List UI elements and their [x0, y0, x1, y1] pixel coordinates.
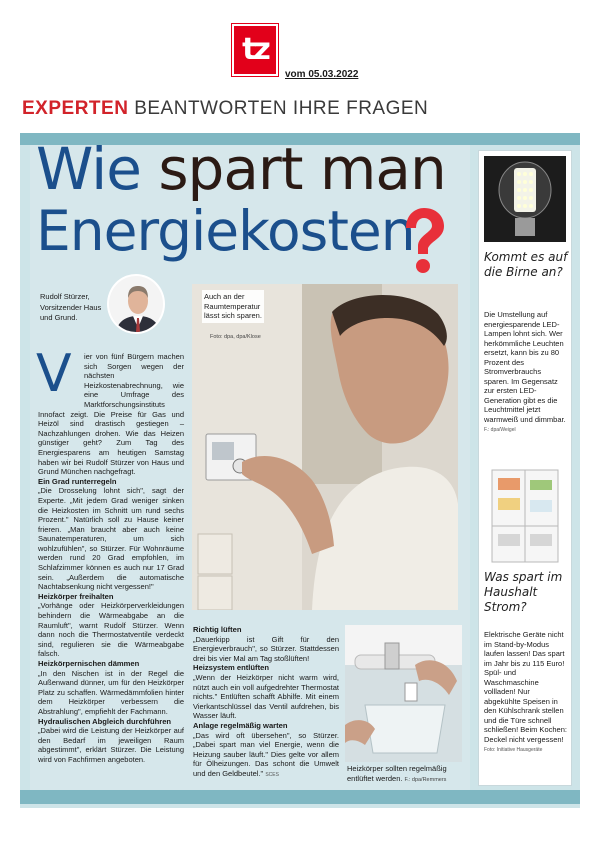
tz-logo	[232, 24, 278, 76]
sidebar-credit-strom: Foto: Initiative Hausgeräte	[484, 747, 543, 753]
radiator-caption: Heizkörper sollten regelmäßig entlüftet werden. F.: dpa/Remmers	[347, 764, 447, 783]
paragraph-lueften: „Dauerkipp ist Gift für den Energieverbrauch", so Stürzer. Stattdessen drei bis vier Mal am Tag stoßlüften!	[193, 634, 339, 663]
sidebar-text-led: Die Umstellung auf energiesparende LED-Lampen lohnt sich. Wer herkömmliche Leuchten ersetzt, kann bis zu 80 Prozent des Stromverbrauchs sparen. Im Gegensatz zur ersten LED-Generation gibt es die Leuchtmittel jetzt warmweiß und dimmbar. F.: dpa/Weigel	[484, 310, 566, 433]
fridge-photo	[484, 466, 566, 564]
paragraph-nischen: „In den Nischen ist in der Regel die Außenwand dünner, um für den Heizkörper Platz zu schaffen. Wärmedämmfolien hinter dem Heizkörper verbessern die Abstrahlung", empfiehlt der Fachmann.	[38, 668, 184, 716]
sidebar-text-strom: Elektrische Geräte nicht im Stand-by-Modus laufen lassen! Das spart im Jahr bis zu 115 Euro! Spül- und Waschmaschine vollladen! Nur abgekühlte Speisen in den Kühlschrank stellen und die Türe schnell schließen! Beim Kochen: Deckel nicht vergessen! Foto: Initiative Hausgeräte	[484, 630, 567, 753]
section-header-red: EXPERTEN	[22, 98, 129, 119]
sidebar-heading-led: Kommt es auf die Birne an?	[484, 250, 568, 279]
author-portrait	[107, 274, 165, 334]
article-title	[36, 135, 446, 263]
subheading-lueften: Richtig lüften	[193, 625, 242, 634]
intro-paragraph: V ier von fünf Bürgern machen sich Sorgen wegen der nächsten Heizkostenabrechnung, wie eine Umfrage des Marktforschungsinstituts Innofact zeigt. Die Preise für Gas und Heizöl sind drastisch gestiegen – Nachzahlungen drohen. Wie das Heizen günstiger geht? Zum Tag des Energiesparens am heutigen Samstag haben wir bei Rudolf Stürzer von Haus und Grund München nachgefragt.	[36, 344, 184, 477]
author-caption: Rudolf Stürzer, Vorsitzender Haus und Grund.	[40, 292, 102, 322]
paragraph-heizkoerper: „Vorhänge oder Heizkörperverkleidungen behindern die Wärmeabgabe an die Raumluft", warnt Rudolf Stürzer. Wenn dann noch die Thermostatventile verdeckt sind, regulieren sie die Wärmeabgabe falsch.	[38, 601, 184, 659]
publication-date: vom 05.03.2022	[285, 69, 359, 80]
main-photo	[192, 284, 458, 610]
subheading-entlueften: Heizsystem entlüften	[193, 663, 269, 673]
sidebar-heading-strom: Was spart im Haushalt Strom?	[484, 570, 563, 614]
led-bulb-photo	[484, 156, 566, 242]
paragraph-warten: „Das wird oft übersehen", so Stürzer. „Dabei spart man viel Energie, wenn die Heizung sauber läuft." Dies gelte vor allem für Ölheizungen. Das schont die Umwelt und den Geldbeutel." SCES	[193, 730, 339, 778]
sidebar-credit-led: F.: dpa/Weigel	[484, 427, 516, 433]
subheading-heizkoerper: Heizkörper freihalten	[38, 591, 114, 601]
subheading-nischen: Heizkörpernischen dämmen	[38, 659, 140, 668]
radiator-photo-credit: F.: dpa/Remmers	[404, 776, 447, 783]
frame-bottom-bar	[20, 790, 580, 804]
title-line-1: Wie spart man	[36, 135, 446, 203]
paragraph-entlueften: „Wenn der Heizkörper nicht warm wird, nützt auch ein voll aufgedrehter Thermostat nichts." Entlüften schafft Abhilfe. Mit einem Vierkantschlüssel das Ventil aufdrehen, bis Wasser läuft.	[193, 672, 339, 721]
paragraph-abgleich: „Dabei wird die Leistung der Heizkörper auf den Bedarf im jeweiligen Raum abgestimmt", erklärt Stürzer. Die Leistung wird von Fachfirmen angeboten.	[38, 726, 184, 764]
subheading-abgleich: Hydraulischen Abgleich durchführen	[38, 716, 172, 726]
question-mark-icon	[398, 206, 446, 276]
subheading-warten: Anlage regelmäßig warten	[193, 720, 288, 730]
photo-credit: Foto: dpa, dpa/Klose	[210, 334, 261, 340]
article-body-middle	[193, 625, 339, 781]
section-header-rest: BEANTWORTEN IHRE FRAGEN	[134, 98, 429, 119]
logo-text: tz	[242, 32, 268, 67]
paragraph-grad: „Die Drosselung lohnt sich", sagt der Experte. „Mit jedem Grad weniger sinken die Heizkosten im Schnitt um rund sechs Prozent." Natürlich soll zu Hause keiner frieren. „Man braucht aber auch keine Saunatemperaturen, um sich wohlzufühlen", so Stürzer. Für Wohnräume werden rund 20 Grad empfohlen, im Schlafzimmer können es auch nur 17 Grad sein. „Außerdem die automatische Nachtabsenkung nicht vergessen!"	[38, 486, 184, 592]
article-body-left	[36, 344, 184, 765]
author-signature: SCES	[265, 771, 279, 778]
photo-caption: Auch an der Raumtemperatur lässt sich sparen.	[202, 290, 264, 323]
radiator-photo	[345, 625, 462, 762]
dropcap: V	[36, 344, 72, 404]
title-line-2: Energiekosten	[36, 199, 415, 263]
section-header	[22, 98, 428, 120]
subheading-grad: Ein Grad runterregeln	[38, 476, 117, 486]
